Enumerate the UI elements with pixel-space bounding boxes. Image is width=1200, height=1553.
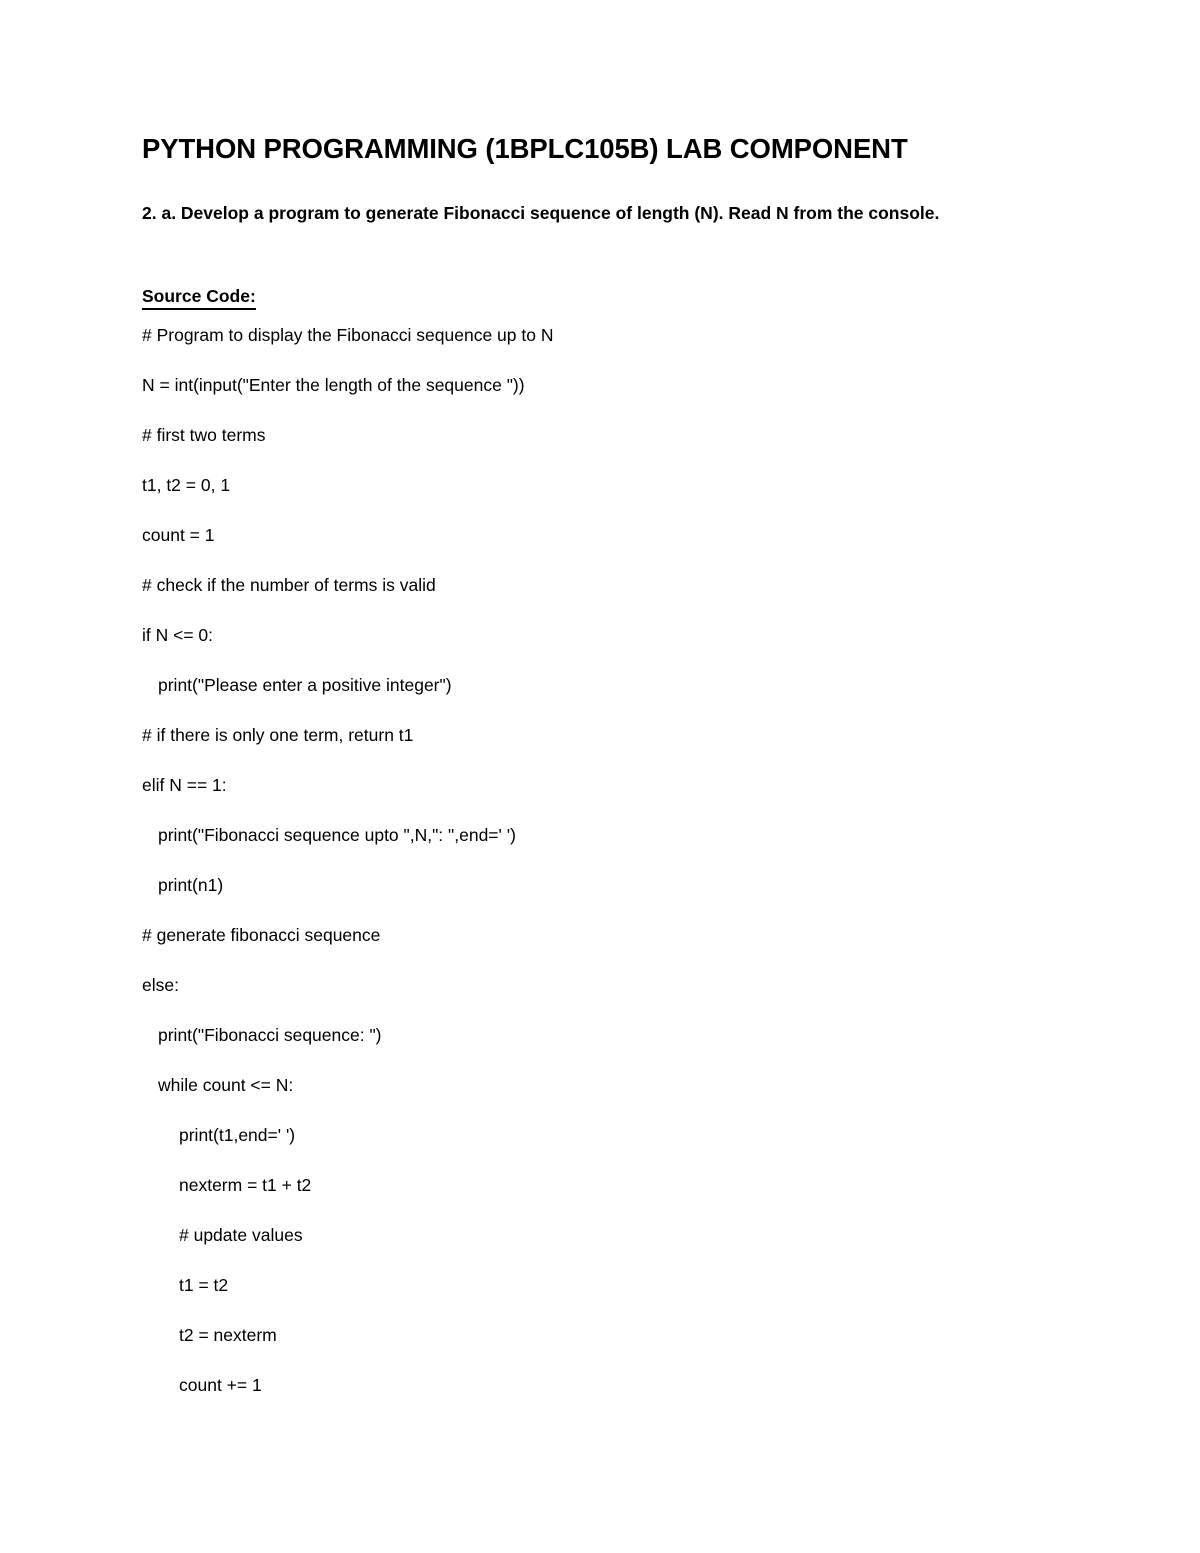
document-content [142, 133, 1042, 1396]
code-line: nexterm = t1 + t2 [179, 1175, 312, 1196]
question-heading: 2. a. Develop a program to generate Fibonacci sequence of length (N). Read N from the console. [142, 203, 940, 224]
code-line: print("Fibonacci sequence: ") [158, 1025, 382, 1046]
code-line: # generate fibonacci sequence [142, 925, 381, 946]
code-line: # check if the number of terms is valid [142, 575, 436, 596]
code-line: print(t1,end=' ') [179, 1125, 296, 1146]
code-line: t1 = t2 [179, 1275, 229, 1296]
source-code-label: Source Code: [142, 286, 256, 310]
code-line: # update values [179, 1225, 303, 1246]
source-code-label-wrap [142, 255, 1042, 310]
code-line: # first two terms [142, 425, 266, 446]
code-line: elif N == 1: [142, 775, 227, 796]
page-title: PYTHON PROGRAMMING (1BPLC105B) LAB COMPONENT [142, 133, 908, 164]
code-line: # if there is only one term, return t1 [142, 725, 414, 746]
code-line: N = int(input("Enter the length of the sequence ")) [142, 375, 525, 396]
code-line: while count <= N: [158, 1075, 294, 1096]
code-line: if N <= 0: [142, 625, 214, 646]
code-line: count = 1 [142, 525, 215, 546]
code-line: t2 = nexterm [179, 1325, 277, 1346]
source-code-block [142, 310, 1042, 1396]
code-line: # Program to display the Fibonacci sequence up to N [142, 325, 554, 346]
code-line: print(n1) [158, 875, 224, 896]
code-line: else: [142, 975, 179, 996]
code-line: print("Please enter a positive integer") [158, 675, 452, 696]
code-line: count += 1 [179, 1375, 262, 1396]
code-line: print("Fibonacci sequence upto ",N,": ",end=' ') [158, 825, 516, 846]
code-line: t1, t2 = 0, 1 [142, 475, 231, 496]
